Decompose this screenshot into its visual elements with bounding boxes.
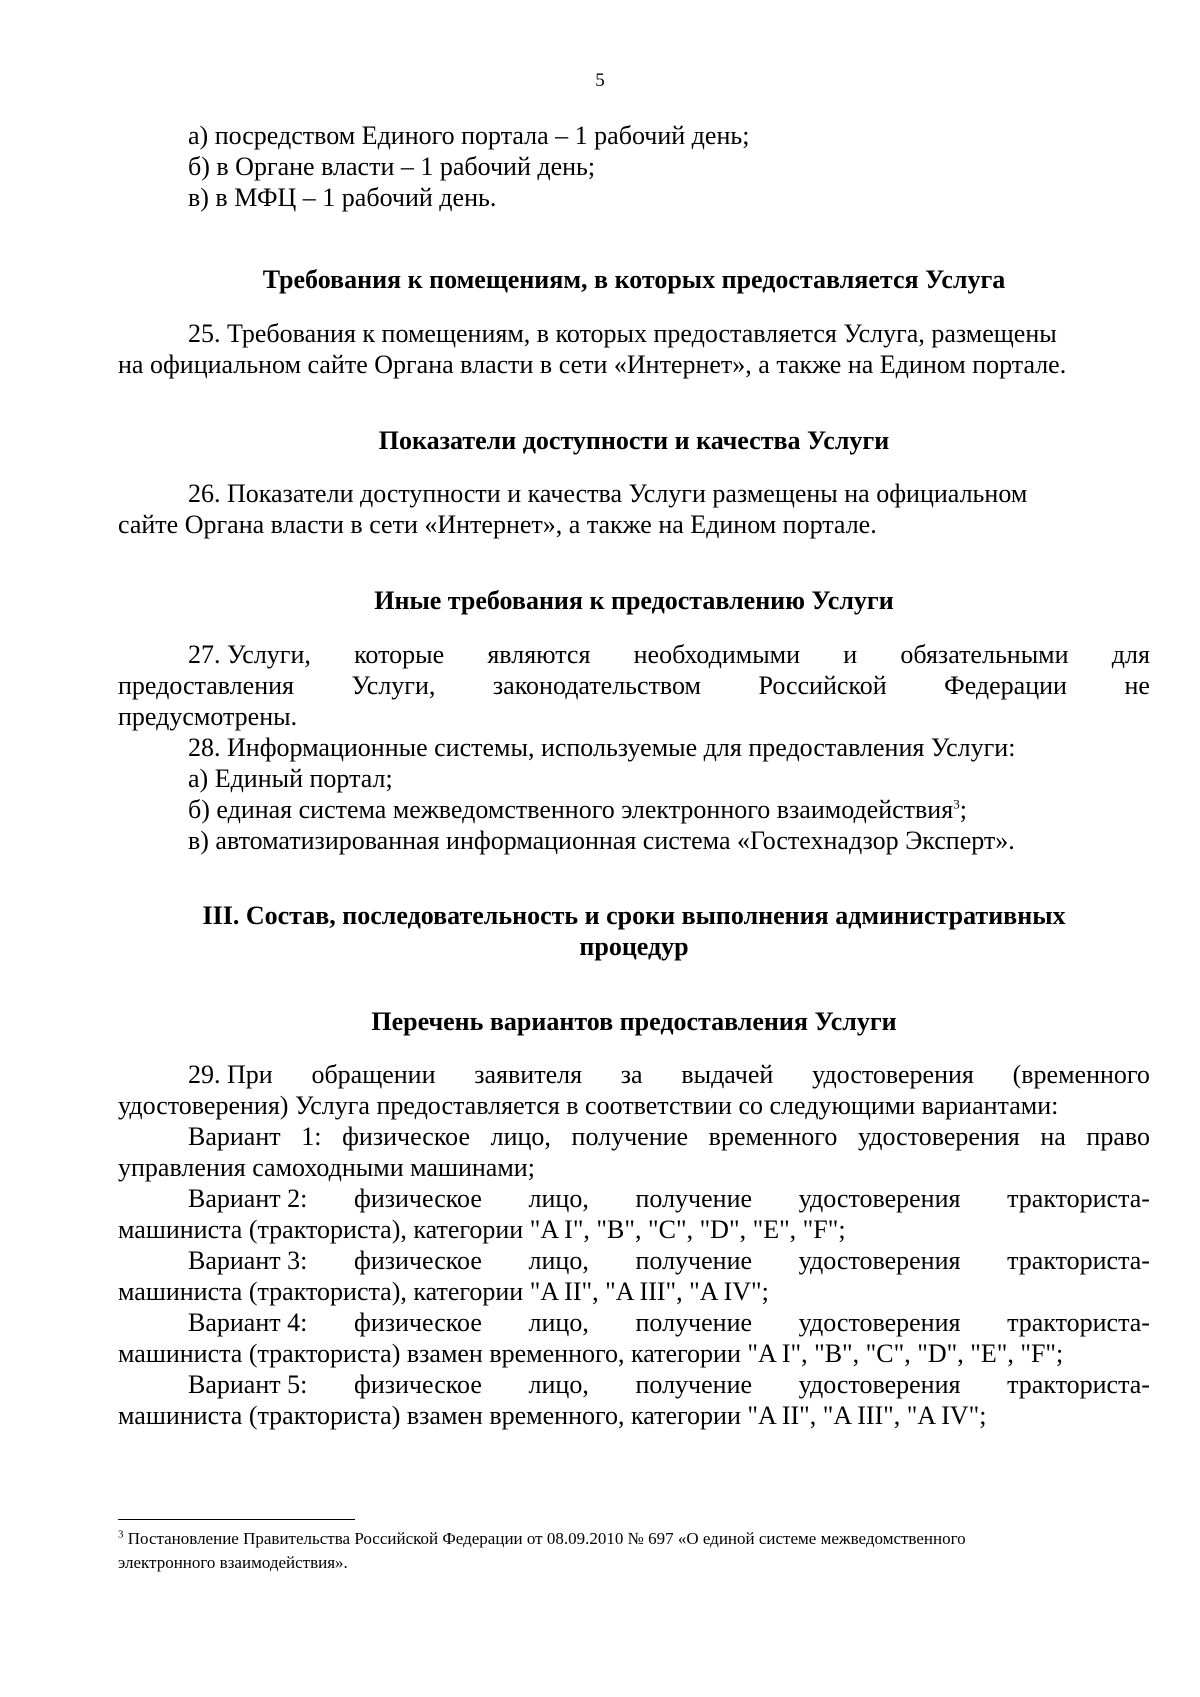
page-number: 5 <box>595 70 605 91</box>
word: лицо, <box>528 1370 589 1399</box>
word: удостоверения <box>798 1370 961 1399</box>
word: тракториста- <box>1007 1370 1150 1399</box>
word: лицо, <box>528 1308 589 1337</box>
word: на <box>1040 1122 1066 1151</box>
deadline-item-a: а) посредством Единого портала – 1 рабочий день; <box>188 121 750 150</box>
footnote <box>118 1527 1150 1575</box>
word: Вариант <box>188 1122 281 1151</box>
word: тракториста- <box>1007 1184 1150 1213</box>
variant-4-line-2: машиниста (тракториста) взамен временного, категории "A I", "B", "C", "D", "E", "F"; <box>118 1339 1064 1368</box>
word: Вариант 4: <box>188 1308 308 1337</box>
word: получение <box>635 1184 753 1213</box>
paragraph-26-line-2: сайте Органа власти в сети «Интернет», а также на Едином портале. <box>118 510 877 539</box>
word: обращении <box>311 1060 436 1089</box>
variant-3-line-2: машиниста (тракториста), категории "A II", "A III", "A IV"; <box>118 1277 769 1306</box>
word: 27. Услуги, <box>188 640 311 669</box>
heading-variants: Перечень вариантов предоставления Услуги <box>371 1007 897 1036</box>
paragraph-28-item-b-end: ; <box>959 795 967 824</box>
word: удостоверения <box>798 1246 961 1275</box>
word: тракториста- <box>1007 1308 1150 1337</box>
variant-1-line-2: управления самоходными машинами; <box>118 1153 535 1182</box>
paragraph-28-item-b-text: б) единая система межведомственного электронного взаимодействия <box>188 795 954 824</box>
variant-1-line-1 <box>118 1121 1150 1152</box>
word: Вариант 3: <box>188 1246 308 1275</box>
footnote-line-2: электронного взаимодействия». <box>118 1553 348 1572</box>
word: получение <box>571 1122 689 1151</box>
footnote-reference: 3 <box>953 796 960 812</box>
word: которые <box>354 640 445 669</box>
footnote-line-1 <box>118 1527 1150 1551</box>
word: удостоверения <box>798 1184 961 1213</box>
variant-3-line-1 <box>118 1245 1150 1276</box>
word: и <box>843 640 858 669</box>
heading-other-requirements: Иные требования к предоставлению Услуги <box>374 586 894 615</box>
word: не <box>1124 671 1150 700</box>
variant-4-line-1 <box>118 1307 1150 1338</box>
paragraph-26-text: 26. Показатели доступности и качества Услуги размещены на официальном <box>188 479 1028 508</box>
deadline-item-c: в) в МФЦ – 1 рабочий день. <box>188 183 497 212</box>
paragraph-25-line-1: 25. Требования к помещениям, в которых предоставляется Услуга, размещены <box>188 319 1057 348</box>
paragraph-27-line-2 <box>118 670 1150 701</box>
word: необходимыми <box>633 640 801 669</box>
word: Вариант 2: <box>188 1184 308 1213</box>
document-body <box>118 120 1150 1431</box>
word: за <box>620 1060 643 1089</box>
word: удостоверения <box>812 1060 974 1089</box>
word: предоставления <box>118 671 294 700</box>
word: получение <box>635 1370 753 1399</box>
variant-2-line-2: машиниста (тракториста), категории "A I", "B", "C", "D", "E", "F"; <box>118 1215 846 1244</box>
word: физическое <box>353 1246 482 1275</box>
footnote-text: Постановление Правительства Российской Федерации от 08.09.2010 № 697 «О единой системе межведомственного <box>123 1529 966 1548</box>
paragraph-27-line-1 <box>118 639 1150 670</box>
word: выдачей <box>681 1060 774 1089</box>
word: Федерации <box>944 671 1067 700</box>
word: временного <box>708 1122 838 1151</box>
paragraph-29-line-2: удостоверения) Услуга предоставляется в соответствии со следующими вариантами: <box>118 1091 1059 1120</box>
paragraph-26-line-1 <box>118 478 1150 509</box>
footnote-separator <box>118 1519 355 1520</box>
paragraph-29-line-1 <box>118 1059 1150 1090</box>
section-three-heading-line-1: III. Состав, последовательность и сроки выполнения административных <box>202 901 1066 930</box>
word: удостоверения <box>857 1122 1020 1151</box>
word: удостоверения <box>798 1308 961 1337</box>
paragraph-28-item-a: а) Единый портал; <box>188 764 393 793</box>
word: законодательством <box>492 671 701 700</box>
heading-premises: Требования к помещениям, в которых предоставляется Услуга <box>262 265 1006 294</box>
word: Услуги, <box>351 671 436 700</box>
word: Вариант 5: <box>188 1370 308 1399</box>
word: (временного <box>1012 1060 1150 1089</box>
word: лицо, <box>528 1184 589 1213</box>
word: 29. При <box>188 1060 273 1089</box>
paragraph-28-item-c: в) автоматизированная информационная система «Гостехнадзор Эксперт». <box>188 826 1015 855</box>
paragraph-25-line-2: на официальном сайте Органа власти в сети «Интернет», а также на Едином портале. <box>118 350 1067 379</box>
section-three-heading-line-2: процедур <box>579 932 689 961</box>
word: право <box>1086 1122 1150 1151</box>
footnote-marker: 3 <box>118 1528 124 1541</box>
word: 1: <box>301 1122 322 1151</box>
word: Российской <box>758 671 887 700</box>
word: тракториста- <box>1007 1246 1150 1275</box>
word: лицо, <box>528 1246 589 1275</box>
deadline-item-b: б) в Органе власти – 1 рабочий день; <box>188 152 596 181</box>
heading-quality: Показатели доступности и качества Услуги <box>378 426 890 455</box>
word: для <box>1111 640 1150 669</box>
word: физическое <box>342 1122 470 1151</box>
word: физическое <box>353 1308 482 1337</box>
paragraph-28: 28. Информационные системы, используемые для предоставления Услуги: <box>188 733 1016 762</box>
variant-2-line-1 <box>118 1183 1150 1214</box>
variant-5-line-2: машиниста (тракториста) взамен временного, категории "A II", "A III", "A IV"; <box>118 1401 987 1430</box>
word: получение <box>635 1308 753 1337</box>
word: являются <box>487 640 591 669</box>
word: физическое <box>353 1184 482 1213</box>
word: заявителя <box>474 1060 583 1089</box>
word: лицо, <box>490 1122 551 1151</box>
word: обязательными <box>900 640 1069 669</box>
variant-5-line-1 <box>118 1369 1150 1400</box>
word: получение <box>635 1246 753 1275</box>
paragraph-28-item-b <box>118 794 1150 825</box>
word: физическое <box>353 1370 482 1399</box>
paragraph-27-line-3: предусмотрены. <box>118 702 298 731</box>
